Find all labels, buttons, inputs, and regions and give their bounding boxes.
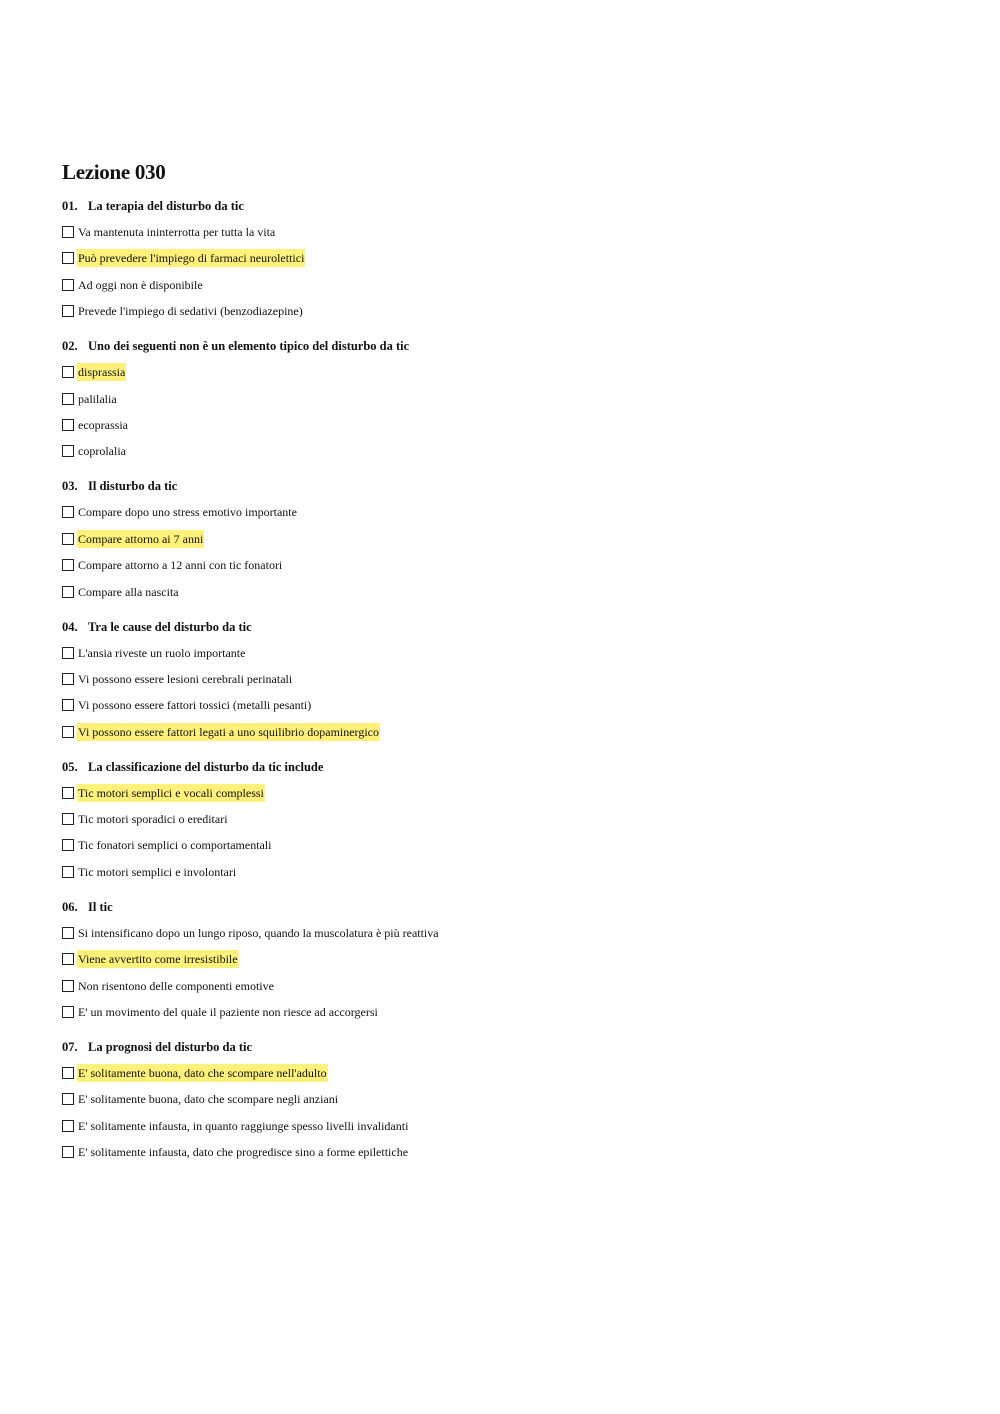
answer-option[interactable] — [62, 1142, 942, 1162]
checkbox-icon[interactable] — [62, 506, 74, 518]
answer-option[interactable] — [62, 949, 942, 969]
checkbox-icon[interactable] — [62, 586, 74, 598]
question-text: La classificazione del disturbo da tic include — [88, 759, 324, 774]
answer-option-text: coprolalia — [78, 444, 126, 459]
question-heading — [62, 196, 942, 216]
answer-option[interactable] — [62, 275, 942, 295]
answer-option-text-highlighted: Può prevedere l'impiego di farmaci neurolettici — [78, 251, 305, 266]
checkbox-icon[interactable] — [62, 279, 74, 291]
question-heading — [62, 336, 942, 356]
answer-option-text: Vi possono essere lesioni cerebrali perinatali — [78, 671, 293, 686]
quiz-page — [62, 158, 942, 1177]
answer-option-text-highlighted: E' solitamente buona, dato che scompare nell'adulto — [78, 1066, 327, 1081]
checkbox-icon[interactable] — [62, 726, 74, 738]
checkbox-icon[interactable] — [62, 1146, 74, 1158]
question-text: Il tic — [88, 899, 113, 914]
checkbox-icon[interactable] — [62, 445, 74, 457]
question-number: 02. — [62, 339, 78, 354]
answer-option-text-highlighted: Tic motori semplici e vocali complessi — [78, 785, 264, 800]
question-text: La terapia del disturbo da tic — [88, 199, 244, 213]
question-block — [62, 617, 942, 742]
answer-option-text: Prevede l'impiego di sedativi (benzodiazepine) — [78, 304, 303, 319]
question-list — [62, 196, 942, 1162]
checkbox-icon[interactable] — [62, 866, 74, 878]
answer-option-text-highlighted: Compare attorno ai 7 anni — [78, 531, 204, 546]
question-text: Tra le cause del disturbo da tic — [88, 619, 252, 634]
checkbox-icon[interactable] — [62, 1093, 74, 1105]
question-heading — [62, 897, 942, 917]
question-number: 06. — [62, 899, 78, 914]
question-number: 03. — [62, 479, 78, 494]
answer-option-text: E' solitamente infausta, in quanto raggiunge spesso livelli invalidanti — [78, 1118, 409, 1133]
answer-option-text: Compare attorno a 12 anni con tic fonatori — [78, 558, 283, 573]
answer-option[interactable] — [62, 582, 942, 602]
answer-option[interactable] — [62, 1089, 942, 1109]
answer-option-text: Si intensificano dopo un lungo riposo, quando la muscolatura è più reattiva — [78, 925, 439, 940]
answer-option-text: L'ansia riveste un ruolo importante — [78, 645, 246, 660]
answer-option-text-highlighted: Viene avvertito come irresistibile — [78, 952, 238, 967]
checkbox-icon[interactable] — [62, 673, 74, 685]
answer-option[interactable] — [62, 695, 942, 715]
question-text: La prognosi del disturbo da tic — [88, 1040, 253, 1055]
answer-option-text: Ad oggi non è disponibile — [78, 277, 203, 292]
answer-option[interactable] — [62, 415, 942, 435]
answer-option-text: Va mantenuta ininterrotta per tutta la vita — [78, 225, 276, 239]
checkbox-icon[interactable] — [62, 980, 74, 992]
checkbox-icon[interactable] — [62, 1006, 74, 1018]
checkbox-icon[interactable] — [62, 252, 74, 264]
checkbox-icon[interactable] — [62, 1067, 74, 1079]
answer-option[interactable] — [62, 389, 942, 409]
checkbox-icon[interactable] — [62, 226, 74, 238]
answer-option-text: palilalia — [78, 391, 117, 406]
question-heading — [62, 617, 942, 637]
answer-option-text: Vi possono essere fattori tossici (metalli pesanti) — [78, 698, 312, 713]
answer-option[interactable] — [62, 248, 942, 268]
answer-option[interactable] — [62, 555, 942, 575]
question-text: Il disturbo da tic — [88, 479, 178, 494]
answer-option[interactable] — [62, 783, 942, 803]
question-block — [62, 476, 942, 601]
question-text: Uno dei seguenti non è un elemento tipico del disturbo da tic — [88, 339, 410, 354]
answer-option[interactable] — [62, 362, 942, 382]
answer-option-text: Compare alla nascita — [78, 584, 179, 599]
question-block — [62, 897, 942, 1022]
question-heading — [62, 1037, 942, 1057]
question-number: 04. — [62, 619, 78, 634]
answer-option-text: Tic fonatori semplici o comportamentali — [78, 838, 272, 853]
checkbox-icon[interactable] — [62, 647, 74, 659]
answer-option[interactable] — [62, 976, 942, 996]
question-number: 07. — [62, 1040, 78, 1055]
checkbox-icon[interactable] — [62, 366, 74, 378]
answer-option-text: Tic motori sporadici o ereditari — [78, 812, 228, 827]
answer-option-text-highlighted: disprassia — [78, 365, 126, 380]
checkbox-icon[interactable] — [62, 305, 74, 317]
answer-option[interactable] — [62, 923, 942, 943]
answer-option[interactable] — [62, 1063, 942, 1083]
checkbox-icon[interactable] — [62, 787, 74, 799]
question-block — [62, 336, 942, 461]
question-block — [62, 757, 942, 882]
question-heading — [62, 476, 942, 496]
answer-option[interactable] — [62, 862, 942, 882]
question-block — [62, 1037, 942, 1162]
lesson-title: Lezione 030 — [62, 160, 166, 184]
answer-option[interactable] — [62, 441, 942, 461]
answer-option-text: E' solitamente infausta, dato che progredisce sino a forme epilettiche — [78, 1145, 409, 1160]
question-block — [62, 196, 942, 321]
answer-option-text: Compare dopo uno stress emotivo importante — [78, 505, 297, 520]
answer-option-text: Non risentono delle componenti emotive — [78, 978, 274, 993]
checkbox-icon[interactable] — [62, 927, 74, 939]
answer-option[interactable] — [62, 222, 942, 242]
answer-option-text: Tic motori semplici e involontari — [78, 864, 237, 879]
question-heading — [62, 757, 942, 777]
answer-option[interactable] — [62, 669, 942, 689]
answer-option-text: E' un movimento del quale il paziente non riesce ad accorgersi — [78, 1005, 378, 1020]
checkbox-icon[interactable] — [62, 813, 74, 825]
checkbox-icon[interactable] — [62, 533, 74, 545]
answer-option[interactable] — [62, 502, 942, 522]
answer-option-text-highlighted: Vi possono essere fattori legati a uno squilibrio dopaminergico — [78, 724, 379, 739]
answer-option[interactable] — [62, 301, 942, 321]
checkbox-icon[interactable] — [62, 839, 74, 851]
checkbox-icon[interactable] — [62, 419, 74, 431]
answer-option[interactable] — [62, 529, 942, 549]
checkbox-icon[interactable] — [62, 1120, 74, 1132]
checkbox-icon[interactable] — [62, 559, 74, 571]
answer-option[interactable] — [62, 722, 942, 742]
answer-option-text: ecoprassia — [78, 417, 128, 432]
question-number: 01. — [62, 199, 78, 213]
answer-option[interactable] — [62, 1116, 942, 1136]
checkbox-icon[interactable] — [62, 393, 74, 405]
checkbox-icon[interactable] — [62, 699, 74, 711]
checkbox-icon[interactable] — [62, 953, 74, 965]
answer-option[interactable] — [62, 1002, 942, 1022]
answer-option-text: E' solitamente buona, dato che scompare negli anziani — [78, 1092, 339, 1107]
question-number: 05. — [62, 759, 78, 774]
answer-option[interactable] — [62, 643, 942, 663]
answer-option[interactable] — [62, 835, 942, 855]
answer-option[interactable] — [62, 809, 942, 829]
